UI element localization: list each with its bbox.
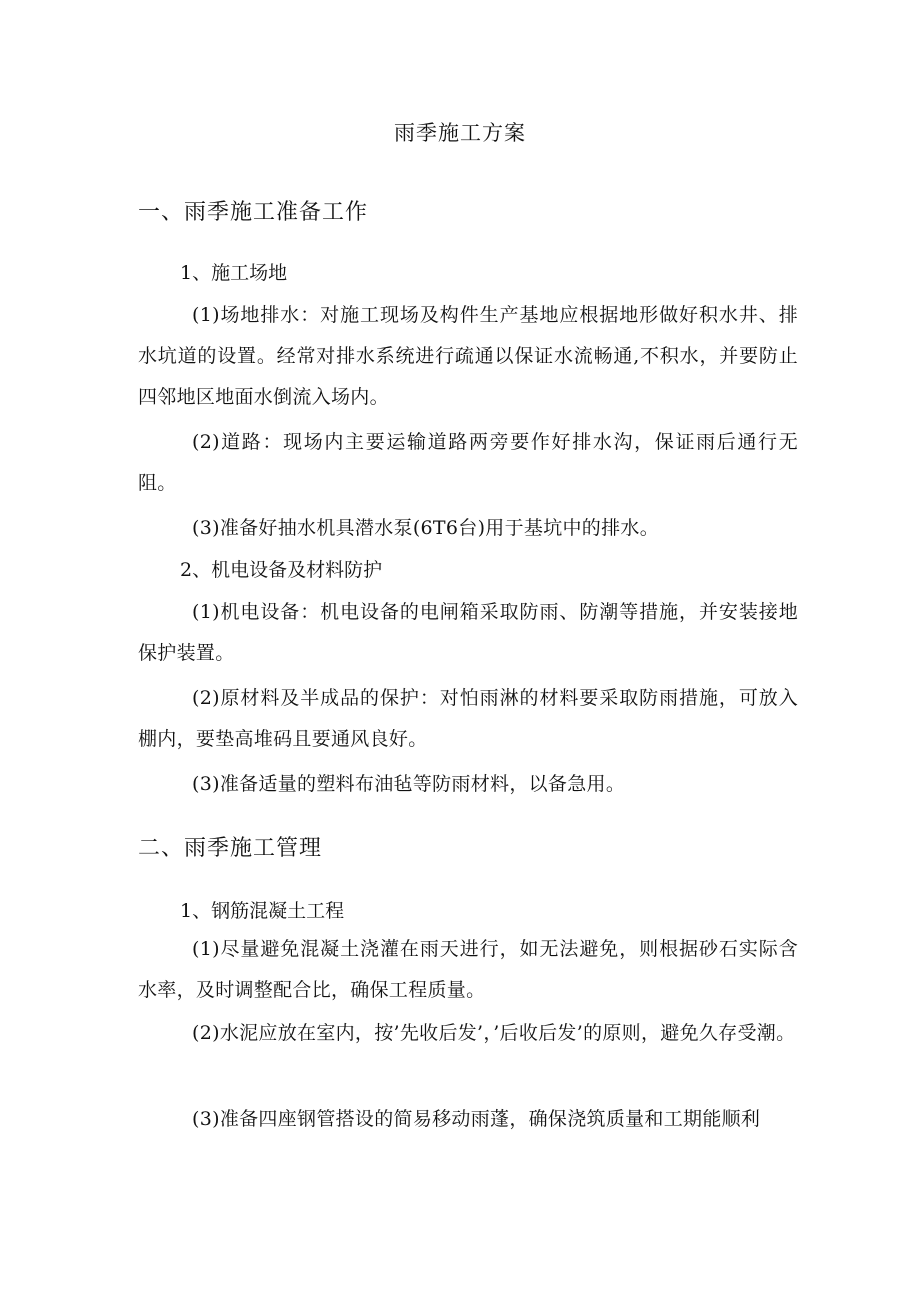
- paragraph-materials-protection: (2)原材料及半成品的保护：对怕雨淋的材料要采取防雨措施，可放入棚内，要垫高堆码且要通风良好。: [138, 687, 798, 750]
- paragraph-electrical-equipment: (1)机电设备：机电设备的电闸箱采取防雨、防潮等措施，并安装接地保护装置。: [138, 601, 798, 664]
- paragraph-rain-shelters: (3)准备四座钢管搭设的简易移动雨蓬，确保浇筑质量和工期能顺利: [192, 1108, 761, 1130]
- paragraph-rainproof-materials: (3)准备适量的塑料布油毡等防雨材料，以备急用。: [192, 773, 626, 795]
- paragraph-site-drainage: (1)场地排水：对施工现场及构件生产基地应根据地形做好积水井、排水坑道的设置。经常对排水系统进行疏通以保证水流畅通,不积水，并要防止四邻地区地面水倒流入场内。: [138, 304, 798, 408]
- subsection-heading-1-2: 2、机电设备及材料防护: [180, 559, 383, 581]
- paragraph-concrete-pouring: (1)尽量避免混凝土浇灌在雨天进行，如无法避免，则根据砂石实际含水率，及时调整配合比，确保工程质量。: [138, 938, 798, 1001]
- paragraph-roads: (2)道路：现场内主要运输道路两旁要作好排水沟，保证雨后通行无阻。: [138, 431, 798, 494]
- subsection-heading-2-1: 1、钢筋混凝土工程: [180, 900, 345, 922]
- paragraph-cement-storage: (2)水泥应放在室内，按’先收后发’，’后收后发’的原则，避免久存受潮。: [192, 1022, 796, 1044]
- document-title: 雨季施工方案: [394, 121, 526, 145]
- section-heading-1: 一、雨季施工准备工作: [138, 200, 369, 225]
- paragraph-pumps: (3)准备好抽水机具潜水泵(6T6台)用于基坑中的排水。: [192, 517, 659, 539]
- section-heading-2: 二、雨季施工管理: [138, 836, 323, 861]
- subsection-heading-1-1: 1、施工场地: [180, 262, 288, 284]
